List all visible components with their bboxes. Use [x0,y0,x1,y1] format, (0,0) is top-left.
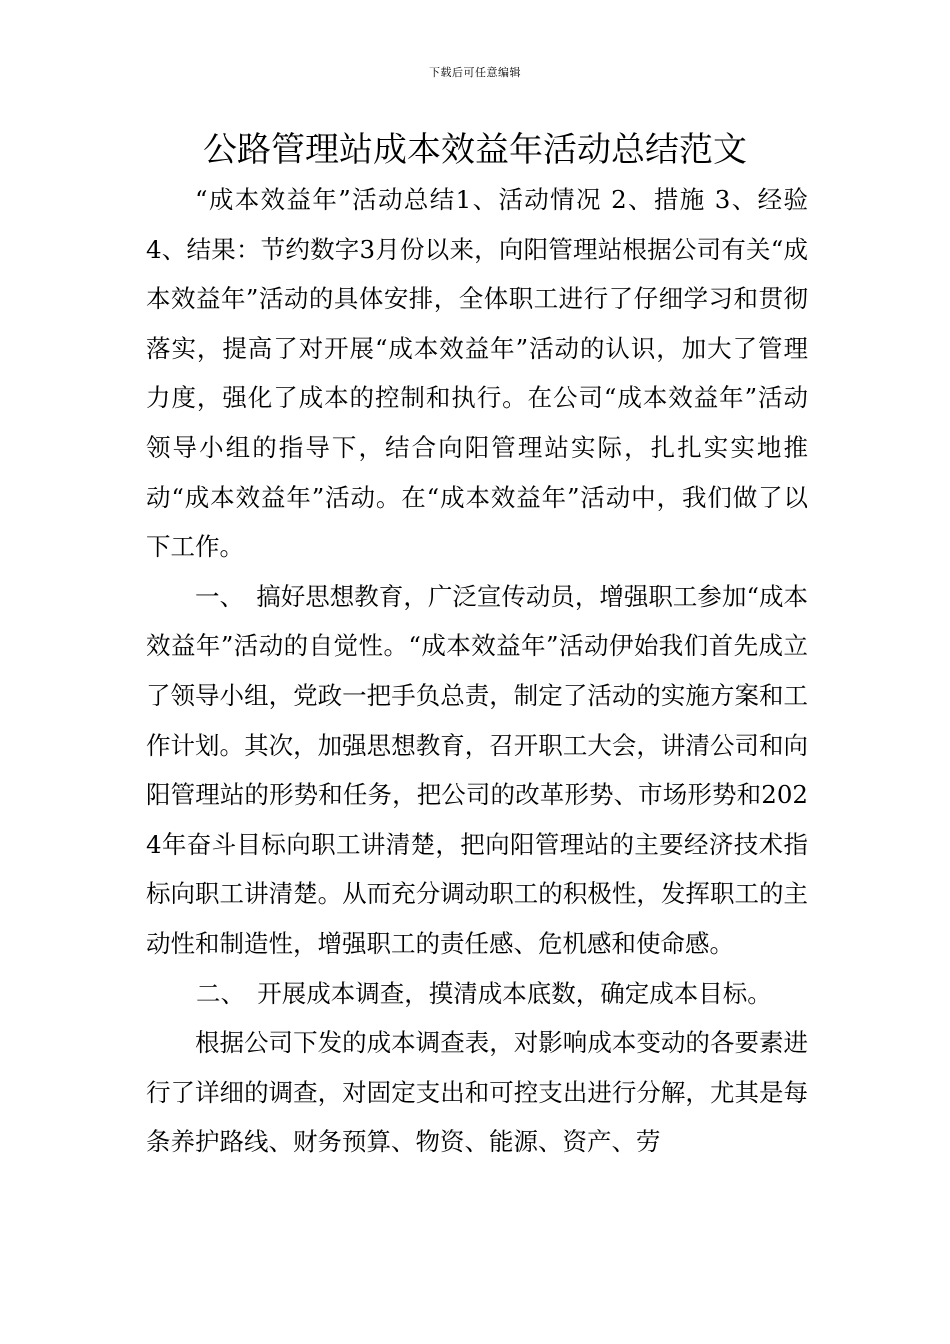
document-body [146,175,808,1167]
paragraph-section-2: 根据公司下发的成本调查表，对影响成本变动的各要素进行了详细的调查，对固定支出和可控支出进行分解，尤其是每条养护路线、财务预算、物资、能源、资产、劳 [146,1028,808,1157]
header-note: 下载后可任意编辑 [429,66,521,79]
paragraph-intro: “成本效益年”活动总结1、活动情况 2、措施 3、经验 4、结果：节约数字3月份以来，向阳管理站根据公司有关“成本效益年”活动的具体安排，全体职工进行了仔细学习和贯彻落实，提高了对开展“成本效益年”活动的认识，加大了管理力度，强化了成本的控制和执行。在公司“成本效益年”活动领导小组的指导下，结合向阳管理站实际，扎扎实实地推动“成本效益年”活动。在“成本效益年”活动中，我们做了以下工作。 [146,185,808,562]
section-heading-2: 二、 开展成本调查，摸清成本底数，确定成本目标。 [196,978,772,1008]
paragraph-section-1: 一、 搞好思想教育，广泛宣传动员，增强职工参加“成本效益年”活动的自觉性。“成本效益年”活动伊始我们首先成立了领导小组，党政一把手负总责，制定了活动的实施方案和工作计划。其次，加强思想教育，召开职工大会，讲清公司和向阳管理站的形势和任务，把公司的改革形势、市场形势和2024年奋斗目标向职工讲清楚，把向阳管理站的主要经济技术指标向职工讲清楚。从而充分调动职工的积极性，发挥职工的主动性和制造性，增强职工的责任感、危机感和使命感。 [146,581,808,958]
document-title: 公路管理站成本效益年活动总结范文 [203,130,747,170]
